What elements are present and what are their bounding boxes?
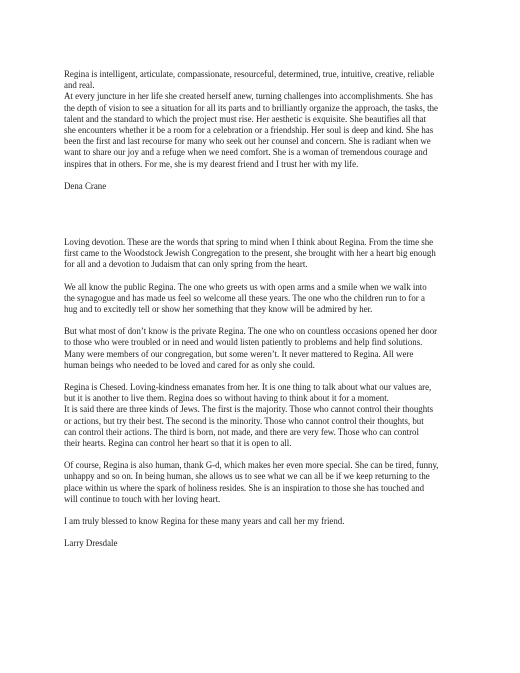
paragraph (64, 382, 490, 449)
text-line: We all know the public Regina. The one who greets us with open arms and a smile when we walk into (64, 281, 427, 292)
text-line: Loving devotion. These are the words that spring to mind when I think about Regina. From the time she (64, 237, 434, 248)
paragraph (64, 460, 490, 505)
text-line: want to share our joy and a refuge when we need comfort. She is a woman of tremendous courage and (64, 147, 428, 158)
text-line: Regina is intelligent, articulate, compassionate, resourceful, determined, true, intuitive, creative, reliable (64, 69, 435, 79)
text-line: But what most of don’t know is the private Regina. The one who on countless occasions opened her door (64, 326, 438, 337)
text-line: the synagogue and has made us feel so welcome all these years. The one who the children run to for a (64, 292, 425, 303)
tribute-dena (64, 69, 490, 192)
text-line: their hearts. Regina can control her heart so that it is open to all. (64, 438, 292, 449)
paragraph (64, 516, 490, 527)
text-line: inspires that in others. For me, she is my dearest friend and I trust her with my life. (64, 158, 359, 169)
text-line: will continue to touch with her loving heart. (64, 493, 221, 504)
text-line: can control their actions. The third is born, not made, and there are very few. Those who can control (64, 426, 419, 437)
text-line: At every juncture in her life she created herself anew, turning challenges into accomplishments. She has (64, 91, 433, 102)
text-line: been the first and last recourse for many who seek out her counsel and concern. She is radiant when we (64, 136, 431, 147)
signature-larry-dresdale: Larry Dresdale (64, 538, 118, 549)
paragraph (64, 237, 490, 271)
signature-dena-crane: Dena Crane (64, 180, 107, 191)
text-line: but it is another to live them. Regina does so without having to think about it for a moment. (64, 393, 389, 404)
text-line: for all and a devotion to Judaism that can only spring from the heart. (64, 259, 308, 270)
tribute-larry (64, 237, 490, 549)
text-line: the depth of vision to see a situation for all its parts and to brilliantly organize the approach, the tasks, the (64, 102, 438, 113)
text-line: to those who were troubled or in need and would listen patiently to problems and help find solutions. (64, 337, 423, 348)
paragraph (64, 69, 490, 170)
text-line: she encounters whether it be a room for a celebration or a friendship. Her soul is deep and kind. She has (64, 125, 434, 136)
text-line: place within us where the spark of holiness resides. She is an inspiration to those she has touched and (64, 482, 425, 493)
text-line: talent and the standard to which the project must rise. Her aesthetic is exquisite. She beautifies all that (64, 113, 427, 124)
text-line: It is said there are three kinds of Jews. The first is the majority. Those who cannot control their thoughts (64, 404, 434, 415)
text-line: Regina is Chesed. Loving-kindness emanates from her. It is one thing to talk about what our values are, (64, 382, 432, 393)
text-line: Many were members of our congregation, but some weren’t. It never mattered to Regina. All were (64, 348, 414, 359)
paragraph (64, 326, 490, 371)
paragraph (64, 282, 490, 316)
text-line: unhappy and so on. In being human, she allows us to see what we can all be if we keep returning to the (64, 471, 430, 482)
text-line: I am truly blessed to know Regina for these many years and call her my friend. (64, 516, 345, 527)
text-line: hug and to excitedly tell or show her something that they know will be admired by her. (64, 304, 373, 315)
text-line: and real. (64, 80, 95, 91)
text-line: Of course, Regina is also human, thank G-d, which makes her even more special. She can be tired, funny, (64, 460, 439, 471)
text-line: human beings who needed to be loved and cared for as only she could. (64, 359, 315, 370)
text-line: or actions, but try their best. The second is the minority. Those who cannot control their thoughts, but (64, 415, 424, 426)
text-line: first came to the Woodstock Jewish Congregation to the present, she brought with her a heart big enough (64, 248, 436, 259)
